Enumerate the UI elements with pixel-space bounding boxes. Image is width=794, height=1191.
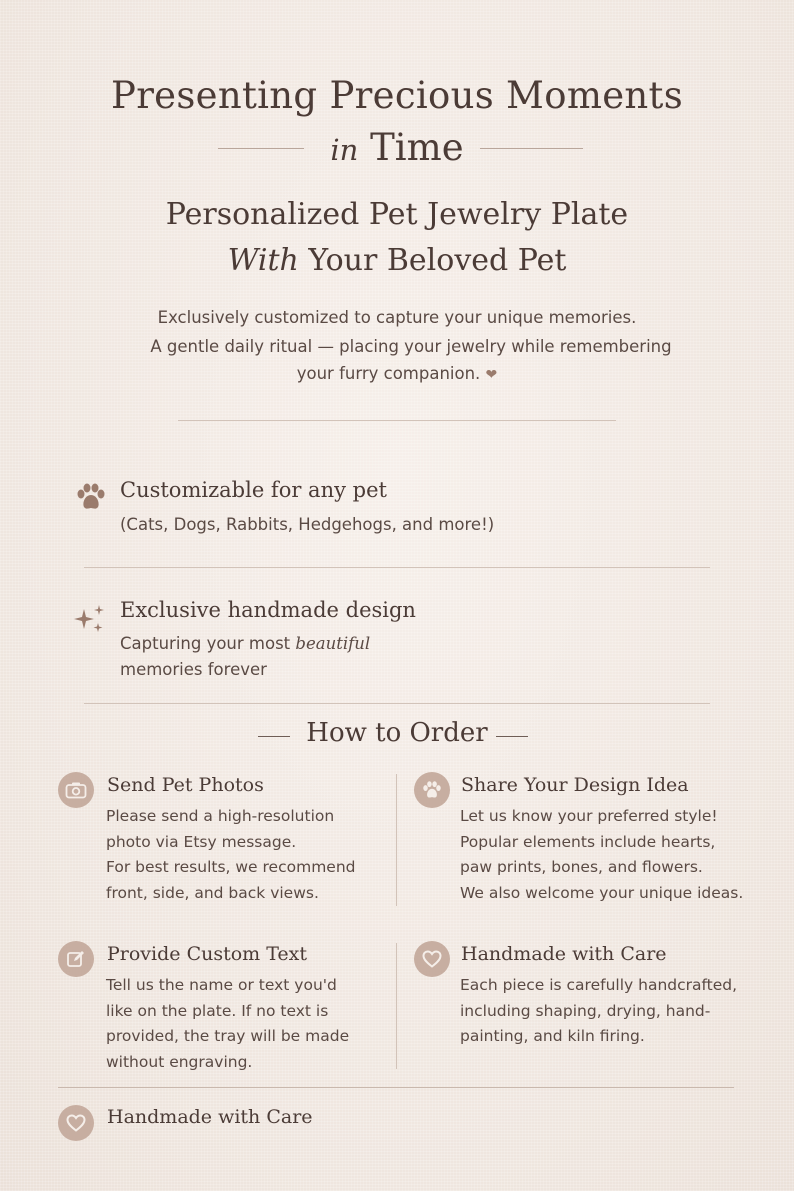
step-line: without engraving. — [106, 1052, 253, 1071]
step-text-handmade — [460, 973, 737, 1050]
title-rule-right — [480, 148, 583, 149]
heart-icon — [58, 1105, 94, 1141]
step-text-custom-text — [106, 973, 349, 1075]
feature-text-pre: Capturing your most — [120, 634, 291, 653]
step-line: including shaping, drying, hand- — [460, 1001, 711, 1020]
edit-icon — [58, 941, 94, 977]
step-title-design-idea: Share Your Design Idea — [461, 774, 689, 796]
feature-text-handmade-line1 — [120, 631, 370, 657]
page-title: Presenting Precious Moments — [111, 74, 683, 117]
subtitle-rest: Your Beloved Pet — [308, 243, 567, 278]
step-line: front, side, and back views. — [106, 883, 319, 902]
divider-bottom — [58, 1087, 734, 1088]
feature-text-handmade-line2: memories forever — [120, 660, 267, 679]
paw-icon — [414, 772, 450, 808]
subtitle-line1: Personalized Pet Jewelry Plate — [165, 197, 629, 232]
step-title-handmade: Handmade with Care — [461, 943, 667, 965]
step-line: Tell us the name or text you'd — [106, 976, 337, 994]
step-text-send-photos — [106, 804, 356, 906]
step-title-send-photos: Send Pet Photos — [107, 774, 264, 796]
step-text-design-idea — [460, 804, 743, 906]
feature-title-handmade: Exclusive handmade design — [120, 598, 416, 622]
step-line: Let us know your preferred style! — [460, 807, 718, 825]
final-title-handmade: Handmade with Care — [107, 1106, 313, 1128]
step-line: like on the plate. If no text is — [106, 1001, 329, 1020]
intro-line2: A gentle daily ritual — placing your jewelry while remembering — [150, 337, 672, 356]
step-line: photo via Etsy message. — [106, 832, 297, 851]
heart-icon — [414, 941, 450, 977]
intro-line1: Exclusively customized to capture your unique memories. — [157, 308, 637, 327]
heart-icon: ❤ — [485, 367, 498, 383]
order-rule-right — [496, 736, 528, 737]
step-line: Each piece is carefully handcrafted, — [460, 976, 738, 994]
step-line: Popular elements include hearts, — [460, 832, 716, 851]
subtitle-line2 — [0, 243, 794, 278]
step-divider-vertical-1 — [396, 774, 397, 906]
feature-text-customizable: (Cats, Dogs, Rabbits, Hedgehogs, and more!) — [120, 515, 495, 534]
page-title-line2 — [0, 126, 794, 169]
step-title-custom-text: Provide Custom Text — [107, 943, 308, 965]
paw-icon — [74, 482, 108, 512]
divider-order — [84, 703, 710, 704]
title-italic-word: in — [330, 133, 359, 167]
camera-icon — [58, 772, 94, 808]
how-to-order-title: How to Order — [306, 718, 488, 748]
step-divider-vertical-2 — [396, 943, 397, 1069]
intro-line3-text: your furry companion. — [296, 364, 481, 383]
step-line: Please send a high-resolution — [106, 807, 335, 825]
subtitle-italic-word: With — [227, 243, 299, 278]
step-line: paw prints, bones, and flowers. — [460, 858, 703, 876]
step-line: We also welcome your unique ideas. — [460, 883, 744, 902]
step-line: provided, the tray will be made — [106, 1027, 350, 1045]
feature-text-italic: beautiful — [295, 634, 371, 653]
sparkle-icon — [72, 603, 108, 635]
title-word-time: Time — [370, 126, 464, 169]
feature-title-customizable: Customizable for any pet — [120, 478, 387, 502]
intro-line3 — [0, 364, 794, 383]
step-line: For best results, we recommend — [106, 858, 356, 876]
divider-feature — [84, 567, 710, 568]
divider-top — [178, 420, 616, 421]
step-line: painting, and kiln firing. — [460, 1027, 645, 1045]
